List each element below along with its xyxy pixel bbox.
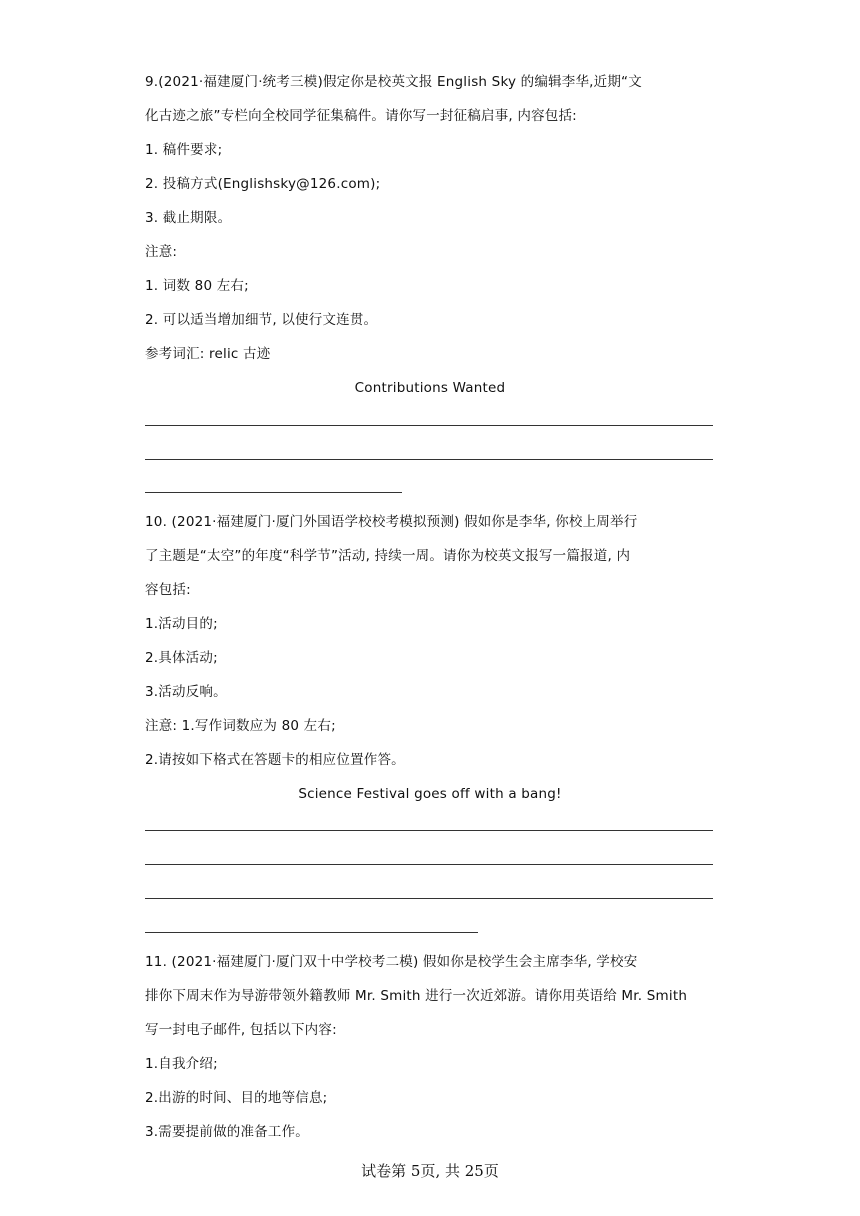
- q9-essay-title: Contributions Wanted: [354, 380, 506, 396]
- q11-prompt-line-3: 写一封电子邮件, 包括以下内容:: [145, 1022, 337, 1038]
- q10-note-1: 注意: 1.写作词数应为 80 左右;: [145, 718, 336, 734]
- q9-note-2: 2. 可以适当增加细节, 以使行文连贯。: [145, 312, 378, 328]
- q10-item-1: 1.活动目的;: [145, 616, 218, 632]
- q9-vocab: 参考词汇: relic 古迹: [145, 346, 271, 362]
- q11-prompt-line-2: 排你下周末作为导游带领外籍教师 Mr. Smith 进行一次近郊游。请你用英语给 Mr. Smith: [145, 988, 688, 1004]
- q10-prompt-line-3: 容包括:: [145, 582, 191, 598]
- q9-note-1: 1. 词数 80 左右;: [145, 278, 249, 294]
- q10-item-3: 3.活动反响。: [145, 684, 227, 700]
- q10-answer-line-3: [145, 898, 713, 899]
- q9-note-label: 注意:: [145, 244, 178, 260]
- q9-prompt-line-2: 化古迹之旅”专栏向全校同学征集稿件。请你写一封征稿启事, 内容包括:: [145, 108, 577, 124]
- q9-item-2: 2. 投稿方式(Englishsky@126.com);: [145, 176, 381, 192]
- page-footer: 试卷第 5页, 共 25页: [361, 1162, 499, 1180]
- q9-item-1: 1. 稿件要求;: [145, 142, 223, 158]
- q9-answer-line-2: [145, 459, 713, 460]
- q10-prompt-line-2: 了主题是“太空”的年度“科学节”活动, 持续一周。请你为校英文报写一篇报道, 内: [145, 548, 631, 564]
- q9-answer-line-1: [145, 425, 713, 426]
- q11-prompt-line-1: 11. (2021·福建厦门·厦门双十中学校考二模) 假如你是校学生会主席李华, 学校安: [145, 954, 638, 970]
- q10-answer-line-4: [145, 932, 478, 933]
- q11-item-3: 3.需要提前做的准备工作。: [145, 1124, 309, 1140]
- q11-item-2: 2.出游的时间、目的地等信息;: [145, 1090, 328, 1106]
- q11-item-1: 1.自我介绍;: [145, 1056, 218, 1072]
- q9-answer-line-3: [145, 492, 402, 493]
- q10-note-2: 2.请按如下格式在答题卡的相应位置作答。: [145, 752, 405, 768]
- q10-answer-line-1: [145, 830, 713, 831]
- q9-item-3: 3. 截止期限。: [145, 210, 232, 226]
- q10-essay-title: Science Festival goes off with a bang!: [298, 786, 562, 802]
- q9-prompt-line-1: 9.(2021·福建厦门·统考三模)假定你是校英文报 English Sky 的编辑李华,近期“文: [145, 74, 642, 90]
- q10-answer-line-2: [145, 864, 713, 865]
- q10-prompt-line-1: 10. (2021·福建厦门·厦门外国语学校校考模拟预测) 假如你是李华, 你校上周举行: [145, 514, 638, 530]
- q10-item-2: 2.具体活动;: [145, 650, 218, 666]
